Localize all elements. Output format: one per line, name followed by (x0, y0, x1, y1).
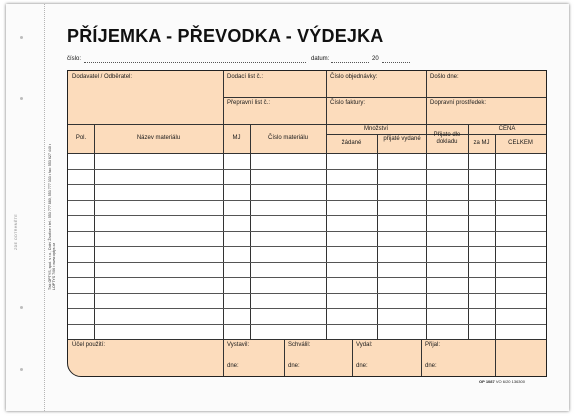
table-row-line (68, 200, 546, 201)
vystavil-label: Vystavil: (227, 342, 250, 348)
col-prijate-vydane: přijaté vydané (383, 136, 421, 142)
divider (223, 124, 224, 339)
divider (352, 339, 353, 376)
col-celkem: CELKEM (508, 140, 533, 146)
punch-hole (20, 97, 23, 100)
divider (284, 339, 285, 376)
table-row-line (68, 293, 546, 294)
col-mj: MJ (232, 135, 241, 141)
divider (326, 124, 327, 339)
table-row-line (68, 215, 546, 216)
table-row-line (68, 231, 546, 232)
prijal-label: Přijal: (425, 342, 441, 348)
schvalil-dne-label: dne: (288, 363, 300, 369)
col-cislo-materialu: Číslo materiálu (267, 135, 308, 141)
cislo-field[interactable] (84, 62, 306, 63)
cislo-faktury-label: Číslo faktury: (330, 100, 366, 106)
table-row-line (68, 308, 546, 309)
punch-hole (20, 306, 23, 309)
divider (68, 339, 546, 340)
col-zadane: žádané (341, 140, 362, 146)
vystavil-dne-label: dne: (227, 363, 239, 369)
table-row-line (68, 246, 546, 247)
divider (68, 124, 546, 125)
prijal-dne-label: dne: (425, 363, 437, 369)
table-row-line (68, 262, 546, 263)
table-row-line (68, 184, 546, 185)
col-prijato-dle-dokladu: Přijato dle dokladu (433, 132, 461, 145)
divider (426, 71, 427, 124)
datum-field[interactable] (331, 62, 369, 63)
divider (223, 339, 224, 376)
punch-hole (20, 368, 23, 371)
dodavatel-label: Dodavatel / Odběratel: (72, 74, 133, 80)
divider (421, 339, 422, 376)
punch-hole (20, 36, 23, 39)
divider (68, 153, 546, 154)
dodaci-list-label: Dodací list č.: (227, 74, 264, 80)
divider (426, 124, 427, 339)
divider (326, 71, 327, 124)
table-row-line (68, 277, 546, 278)
publisher-info: Tisk OPTYS, spol. s r.o., Dolní Životice • tel.: 553 777 880, 553 777 333 • fax: 553 627 440 • LOPTYS 7/06 • www.optys.cz (48, 143, 56, 290)
table-row-line (68, 169, 546, 170)
form-code-note: VO 6/20 136300 (495, 379, 525, 384)
divider (223, 97, 546, 98)
dopravni-prostredek-label: Dopravní prostředek: (430, 100, 487, 106)
form-code (479, 379, 525, 384)
col-cena: CENA (498, 126, 516, 132)
col-za-mj: za MJ (473, 140, 490, 146)
divider (223, 71, 224, 124)
divider (495, 339, 496, 376)
doslo-dne-label: Došlo dne: (430, 74, 459, 80)
divider (94, 124, 95, 339)
vydal-dne-label: dne: (356, 363, 368, 369)
prepravni-list-label: Přepravní list č.: (227, 100, 271, 106)
vydal-label: Vydal: (356, 342, 373, 348)
year-field[interactable] (382, 62, 410, 63)
cislo-objednavky-label: Číslo objednávky: (330, 74, 378, 80)
table-row-line (68, 324, 546, 325)
form-title: PŘÍJEMKA - PŘEVODKA - VÝDEJKA (67, 26, 384, 46)
schvalil-label: Schválil: (288, 342, 311, 348)
ucel-pouziti-label: Účel použití: (72, 342, 106, 348)
datum-label: datum: (311, 56, 330, 62)
col-mnozstvi: Množství (363, 126, 388, 132)
divider (468, 124, 469, 339)
col-pol: Pol. (75, 135, 87, 141)
form-code-number: OP 1087 (479, 379, 495, 384)
cut-here-text: ZDE ODTRHNĚTE (14, 213, 18, 250)
divider (250, 124, 251, 339)
col-nazev-materialu: Název materiálu (136, 135, 181, 141)
form-table (67, 70, 547, 377)
year-prefix: 20 (372, 56, 379, 62)
perforation-line (44, 4, 45, 411)
cislo-label: číslo: (67, 56, 82, 62)
